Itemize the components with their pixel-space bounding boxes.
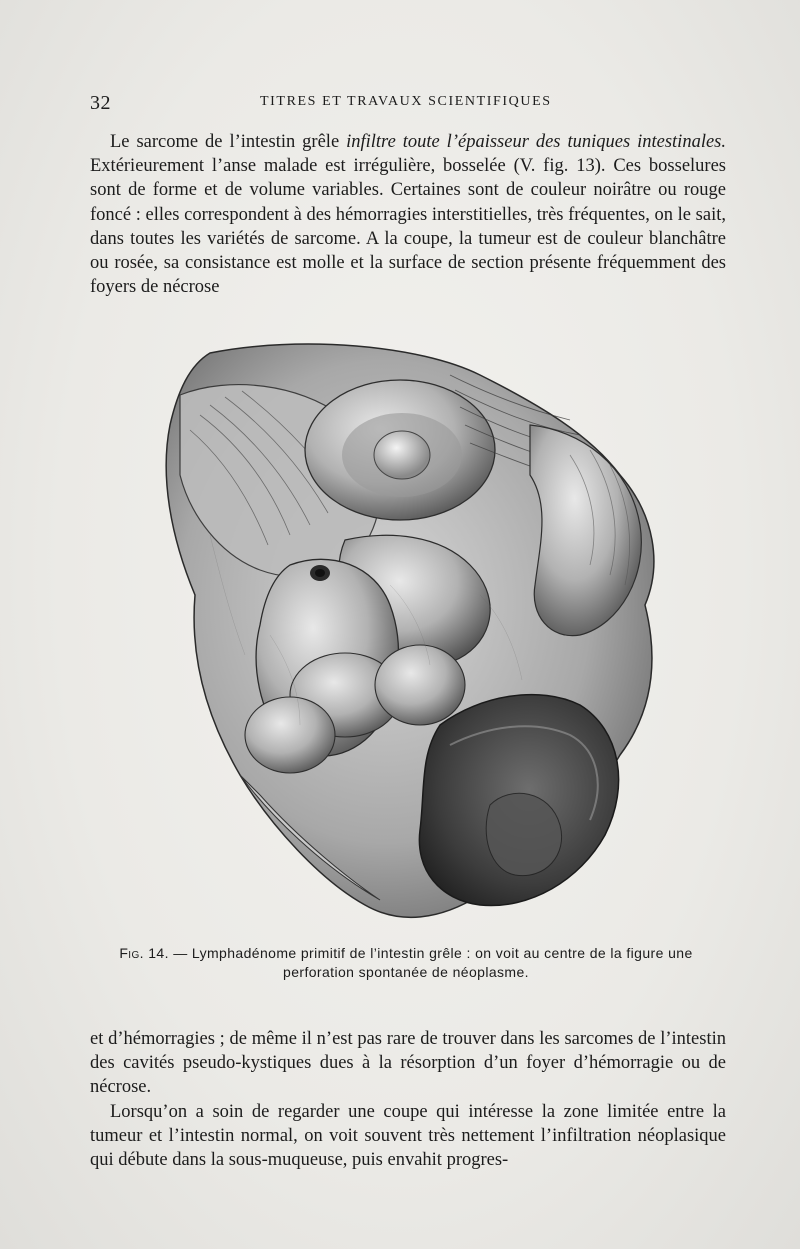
- paragraph-intro-italic: infiltre toute l’épaisseur des tuniques intestinales.: [346, 132, 726, 152]
- figure-caption: [86, 944, 726, 982]
- running-title: TITRES ET TRAVAUX SCIENTIFIQUES: [260, 94, 552, 109]
- paragraph-intro-text-a: Le sarcome de l’intestin grêle: [110, 132, 347, 152]
- paragraph-hemorrhages: et d’hémorragies ; de même il n’est pas rare de trouver dans les sarcomes de l’intestin des cavités pseudo-kystiques dues à la résorption d’un foyer d’hémorragie ou de nécrose.: [90, 1029, 726, 1098]
- figure-label: Fig. 14.: [119, 945, 169, 961]
- figure-caption-text: — Lymphadénome primitif de l’intestin grêle : on voit au centre de la figure une perforation spontanée de néoplasme.: [168, 945, 693, 980]
- figure-illustration: [150, 335, 665, 925]
- paragraph-intro-text-c: Extérieurement l’anse malade est irrégulière, bosselée (V. fig. 13). Ces bosselures sont de forme et de volume variables. Certaines sont de couleur noirâtre ou rouge foncé : elles correspondent à des hémorragies interstitielles, très fréquentes, on le sait, dans toutes les variétés de sarcome. A la coupe, la tumeur est de couleur blanchâtre ou rosée, sa consistance est molle et la surface de section présente fréquemment des foyers de nécrose: [90, 156, 726, 298]
- intestine-engraving: [150, 335, 665, 925]
- paragraph-infiltration: Lorsqu’on a soin de regarder une coupe qui intéresse la zone limitée entre la tumeur et l’intestin normal, on voit souvent très nettement l’infiltration néoplasique qui débute dans la sous-muqueuse, puis envahit progres-: [90, 1102, 726, 1171]
- page-number: 32: [90, 92, 111, 114]
- paragraph-intro: [90, 130, 726, 299]
- page-header: [90, 88, 730, 118]
